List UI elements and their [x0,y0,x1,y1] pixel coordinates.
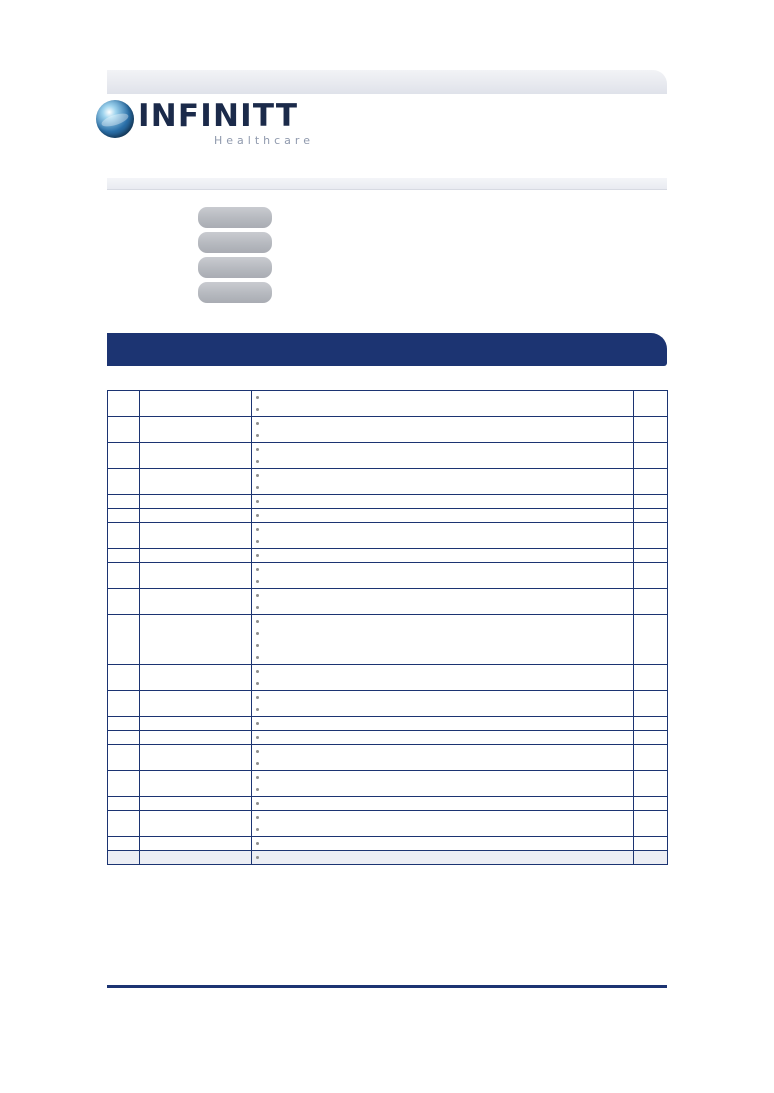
cell-col-c [252,391,634,417]
cell-col-a [108,495,140,509]
cell-col-d [634,509,668,523]
bullet-list [252,443,633,468]
logo-wordmark: INFINITT [138,98,299,134]
bullet-item [252,705,633,714]
table-row [108,615,668,665]
bullet-list [252,771,633,796]
pill-item [198,207,272,228]
cell-col-a [108,417,140,443]
table-row [108,417,668,443]
table-row [108,745,668,771]
cell-col-c [252,509,634,523]
bullet-list [252,811,633,836]
section-title-bar [107,333,667,366]
cell-col-a [108,691,140,717]
cell-col-a [108,745,140,771]
bullet-list [252,589,633,614]
bullet-list [252,523,633,548]
bullet-list [252,745,633,770]
bullet-item [252,483,633,492]
bullet-item [252,525,633,534]
table-row [108,509,668,523]
bullet-item [252,813,633,822]
bullet-list [252,469,633,494]
cell-col-d [634,811,668,837]
cell-col-b [140,717,252,731]
cell-col-c [252,563,634,589]
table-row [108,563,668,589]
bullet-item [252,641,633,650]
cell-col-b [140,589,252,615]
cell-col-a [108,589,140,615]
bullet-list [252,615,633,664]
bullet-list [252,417,633,442]
bullet-item [252,457,633,466]
cell-col-a [108,523,140,549]
cell-col-d [634,771,668,797]
bullet-item [252,393,633,402]
bullet-item [252,693,633,702]
table-row [108,717,668,731]
cell-col-b [140,549,252,563]
logo-tagline: Healthcare [214,134,314,147]
bullet-list [252,391,633,416]
cell-col-a [108,391,140,417]
bullet-item [252,551,633,560]
cell-col-c [252,469,634,495]
bullet-item [252,759,633,768]
cell-col-d [634,549,668,563]
cell-col-c [252,797,634,811]
cell-col-c [252,443,634,469]
cell-col-a [108,509,140,523]
table-body [108,391,668,865]
header-band [107,70,667,94]
cell-col-a [108,851,140,865]
content-table [107,390,668,865]
bullet-item [252,799,633,808]
bullet-item [252,565,633,574]
bullet-item [252,653,633,662]
cell-col-b [140,509,252,523]
cell-col-b [140,443,252,469]
table-row [108,495,668,509]
bullet-item [252,667,633,676]
cell-col-a [108,797,140,811]
cell-col-d [634,745,668,771]
cell-col-a [108,731,140,745]
table-row [108,391,668,417]
table-row [108,523,668,549]
cell-col-b [140,731,252,745]
pill-item [198,282,272,303]
bullet-list [252,837,633,850]
header-divider [107,178,667,190]
bullet-list [252,851,633,864]
table-row [108,851,668,865]
globe-icon [96,100,134,138]
cell-col-c [252,523,634,549]
pill-stack [198,207,272,307]
cell-col-c [252,615,634,665]
cell-col-b [140,523,252,549]
cell-col-b [140,665,252,691]
cell-col-b [140,691,252,717]
bullet-item [252,419,633,428]
table-row [108,811,668,837]
bullet-item [252,577,633,586]
bullet-item [252,497,633,506]
cell-col-d [634,563,668,589]
cell-col-d [634,851,668,865]
cell-col-c [252,771,634,797]
bullet-list [252,665,633,690]
cell-col-a [108,563,140,589]
bullet-item [252,603,633,612]
cell-col-c [252,731,634,745]
bullet-item [252,471,633,480]
bullet-list [252,797,633,810]
cell-col-d [634,417,668,443]
bullet-list [252,549,633,562]
bullet-item [252,537,633,546]
table-row [108,731,668,745]
table-row [108,549,668,563]
bullet-item [252,629,633,638]
bullet-item [252,785,633,794]
cell-col-b [140,797,252,811]
bullet-list [252,563,633,588]
table-row [108,837,668,851]
bullet-list [252,717,633,730]
table-row [108,691,668,717]
bullet-item [252,679,633,688]
table-row [108,771,668,797]
cell-col-d [634,717,668,731]
cell-col-c [252,589,634,615]
cell-col-c [252,717,634,731]
cell-col-c [252,665,634,691]
cell-col-a [108,549,140,563]
cell-col-b [140,469,252,495]
cell-col-c [252,745,634,771]
cell-col-d [634,391,668,417]
cell-col-c [252,495,634,509]
cell-col-b [140,391,252,417]
cell-col-c [252,851,634,865]
cell-col-b [140,417,252,443]
cell-col-b [140,495,252,509]
bullet-item [252,733,633,742]
cell-col-a [108,469,140,495]
bullet-list [252,495,633,508]
bullet-list [252,691,633,716]
bullet-list [252,509,633,522]
bullet-item [252,773,633,782]
bullet-item [252,405,633,414]
cell-col-d [634,797,668,811]
bullet-item [252,445,633,454]
cell-col-d [634,443,668,469]
cell-col-b [140,745,252,771]
bullet-list [252,731,633,744]
cell-col-d [634,523,668,549]
cell-col-a [108,811,140,837]
cell-col-a [108,665,140,691]
cell-col-c [252,549,634,563]
cell-col-a [108,443,140,469]
cell-col-c [252,811,634,837]
cell-col-b [140,851,252,865]
table-row [108,665,668,691]
cell-col-d [634,731,668,745]
bullet-item [252,825,633,834]
bullet-item [252,853,633,862]
footer-divider [107,985,667,988]
bullet-item [252,431,633,440]
cell-col-b [140,771,252,797]
table-row [108,589,668,615]
cell-col-a [108,837,140,851]
table-row [108,797,668,811]
table-row [108,443,668,469]
cell-col-d [634,495,668,509]
bullet-item [252,839,633,848]
cell-col-c [252,691,634,717]
bullet-item [252,747,633,756]
bullet-item [252,511,633,520]
cell-col-d [634,691,668,717]
cell-col-b [140,563,252,589]
bullet-item [252,617,633,626]
bullet-item [252,591,633,600]
cell-col-d [634,837,668,851]
logo [96,98,396,160]
cell-col-a [108,717,140,731]
cell-col-b [140,837,252,851]
cell-col-c [252,417,634,443]
cell-col-c [252,837,634,851]
pill-item [198,232,272,253]
pill-item [198,257,272,278]
cell-col-b [140,811,252,837]
cell-col-d [634,615,668,665]
table-row [108,469,668,495]
cell-col-a [108,771,140,797]
cell-col-d [634,589,668,615]
cell-col-d [634,665,668,691]
bullet-item [252,719,633,728]
cell-col-a [108,615,140,665]
cell-col-b [140,615,252,665]
cell-col-d [634,469,668,495]
